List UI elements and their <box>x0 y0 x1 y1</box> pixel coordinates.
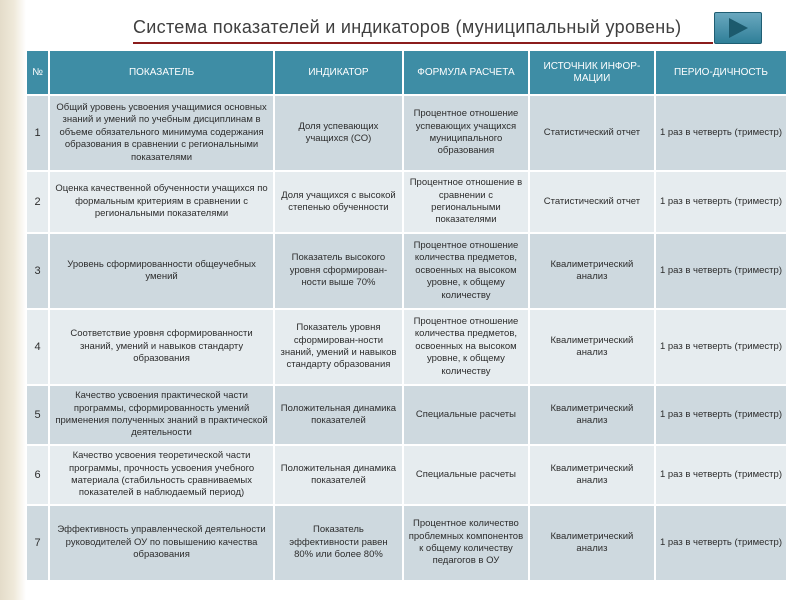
row-number: 7 <box>27 506 48 580</box>
page-title: Система показателей и индикаторов (муниципальный уровень) <box>133 17 682 37</box>
row-number: 3 <box>27 234 48 308</box>
formula-cell: Процентное отношение количества предметов, освоенных на высоком уровне, к общему количеству <box>404 310 528 384</box>
indicator-name-cell: Общий уровень усвоения учащимися основных знаний и умений по учебным дисциплинам в объеме обязательного минимума содержания образования в сравнении с региональными показателями <box>50 96 273 170</box>
indicator-cell: Показатель уровня сформирован-ности знаний, умений и навыков стандарту образования <box>275 310 402 384</box>
row-number: 5 <box>27 386 48 444</box>
frequency-cell: 1 раз в четверть (триместр) <box>656 386 786 444</box>
frequency-cell: 1 раз в четверть (триместр) <box>656 506 786 580</box>
table-row <box>27 234 786 308</box>
indicator-cell: Доля успевающих учащихся (СО) <box>275 96 402 170</box>
source-cell: Квалиметрический анализ <box>530 386 654 444</box>
row-number: 6 <box>27 446 48 504</box>
indicator-name-cell: Эффективность управленческой деятельности руководителей ОУ по повышению качества образования <box>50 506 273 580</box>
column-header-indicator-name: ПОКАЗАТЕЛЬ <box>50 51 273 94</box>
table-row <box>27 172 786 232</box>
formula-cell: Процентное отношение успевающих учащихся муниципального образования <box>404 96 528 170</box>
formula-cell: Специальные расчеты <box>404 386 528 444</box>
frequency-cell: 1 раз в четверть (триместр) <box>656 96 786 170</box>
indicator-cell: Показатель эффективности равен 80% или более 80% <box>275 506 402 580</box>
column-header-source: ИСТОЧНИК ИНФОР-МАЦИИ <box>530 51 654 94</box>
column-header-frequency: ПЕРИО-ДИЧНОСТЬ <box>656 51 786 94</box>
source-cell: Статистический отчет <box>530 96 654 170</box>
indicator-name-cell: Уровень сформированности общеучебных умений <box>50 234 273 308</box>
frequency-cell: 1 раз в четверть (триместр) <box>656 446 786 504</box>
formula-cell: Процентное количество проблемных компонентов к общему количеству педагогов в ОУ <box>404 506 528 580</box>
indicator-cell: Доля учащихся с высокой степенью обученности <box>275 172 402 232</box>
column-header-formula: ФОРМУЛА РАСЧЕТА <box>404 51 528 94</box>
formula-cell: Специальные расчеты <box>404 446 528 504</box>
frequency-cell: 1 раз в четверть (триместр) <box>656 310 786 384</box>
table-row <box>27 386 786 444</box>
play-next-icon <box>726 17 750 39</box>
table-row <box>27 446 786 504</box>
next-slide-button[interactable] <box>714 12 762 44</box>
row-number: 1 <box>27 96 48 170</box>
source-cell: Квалиметрический анализ <box>530 310 654 384</box>
column-header-num: № <box>27 51 48 94</box>
indicator-cell: Показатель высокого уровня сформирован-ности выше 70% <box>275 234 402 308</box>
indicator-name-cell: Оценка качественной обученности учащихся по формальным критериям в сравнении с региональными показателями <box>50 172 273 232</box>
indicator-cell: Положительная динамика показателей <box>275 386 402 444</box>
column-header-indicator: ИНДИКАТОР <box>275 51 402 94</box>
table-row <box>27 96 786 170</box>
source-cell: Статистический отчет <box>530 172 654 232</box>
formula-cell: Процентное отношение количества предметов, освоенных на высоком уровне, к общему количеству <box>404 234 528 308</box>
frequency-cell: 1 раз в четверть (триместр) <box>656 172 786 232</box>
source-cell: Квалиметрический анализ <box>530 234 654 308</box>
formula-cell: Процентное отношение в сравнении с региональными показателями <box>404 172 528 232</box>
indicator-name-cell: Качество усвоения теоретической части программы, прочность усвоения учебного материала (стабильность сравниваемых показателей в наблюдаемый период) <box>50 446 273 504</box>
frequency-cell: 1 раз в четверть (триместр) <box>656 234 786 308</box>
source-cell: Квалиметрический анализ <box>530 506 654 580</box>
title-underline <box>133 42 713 44</box>
row-number: 4 <box>27 310 48 384</box>
indicators-table <box>25 49 788 582</box>
row-number: 2 <box>27 172 48 232</box>
source-cell: Квалиметрический анализ <box>530 446 654 504</box>
indicator-cell: Положительная динамика показателей <box>275 446 402 504</box>
table-row <box>27 310 786 384</box>
indicator-name-cell: Соответствие уровня сформированности знаний, умений и навыков стандарту образования <box>50 310 273 384</box>
table-header-row <box>27 51 786 94</box>
indicator-name-cell: Качество усвоения практической части программы, сформированность умений применения полученных знаний в практической деятельности <box>50 386 273 444</box>
table-row <box>27 506 786 580</box>
